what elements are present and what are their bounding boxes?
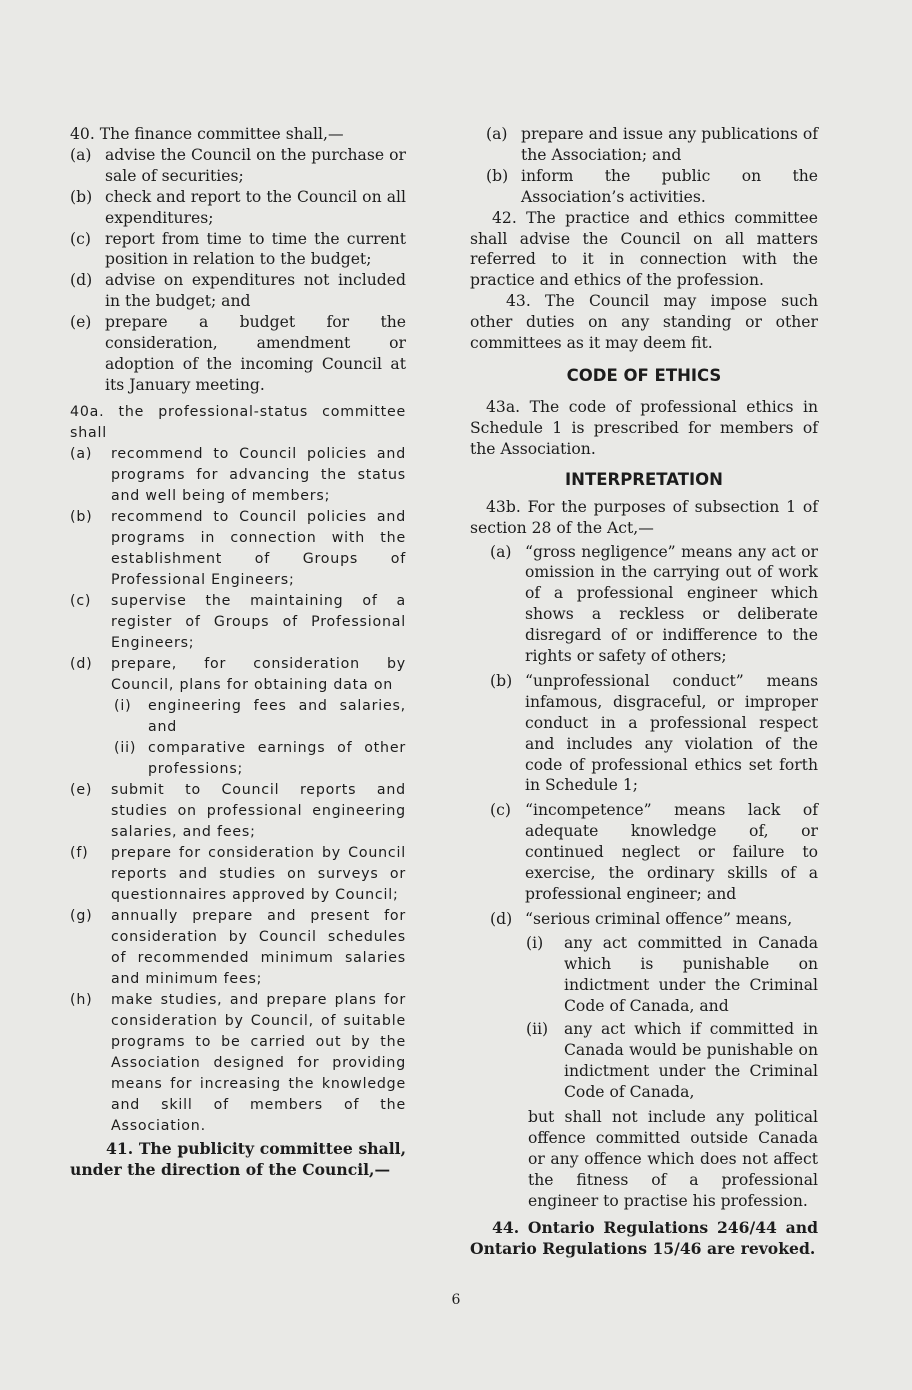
section-43b-item-d-ii <box>470 1019 818 1103</box>
item-text: submit to Council reports and studies on professional engineering salaries, and fees; <box>111 781 406 840</box>
item-label: (c) <box>70 229 91 248</box>
section-40-intro: 40. The finance committee shall,— <box>70 125 344 143</box>
section-41-intro: 41. The publicity committee shall, under the direction of the Council,— <box>70 1138 406 1179</box>
item-text: inform the public on the Association’s activities. <box>521 166 818 206</box>
item-label: (e) <box>70 313 92 332</box>
item-label: (ii) <box>526 1020 549 1039</box>
item-label: (i) <box>114 697 132 714</box>
section-40-item-a <box>70 145 406 187</box>
section-40a-item-c <box>70 591 406 654</box>
section-40-item-d <box>70 270 406 312</box>
section-43b-item-b <box>470 671 818 796</box>
item-label: (g) <box>70 907 93 924</box>
item-label: (i) <box>526 933 544 952</box>
item-label: (f) <box>70 844 89 861</box>
item-text: check and report to the Council on all expenditures; <box>105 187 406 227</box>
item-label: (b) <box>70 508 93 525</box>
left-column <box>70 124 406 1181</box>
item-label: (a) <box>486 125 508 143</box>
item-label: (h) <box>70 991 93 1008</box>
section-40a-item-f <box>70 843 406 906</box>
heading-code-of-ethics: CODE OF ETHICS <box>566 365 722 385</box>
section-40-item-e <box>70 312 406 396</box>
item-text: prepare for consideration by Council reports and studies on surveys or questionnaires approved by Council; <box>111 844 406 903</box>
section-43a: 43a. The code of professional ethics in Schedule 1 is prescribed for members of the Association. <box>470 397 818 458</box>
section-43b-item-d-i <box>470 933 818 1017</box>
section-41-item-a <box>470 124 818 166</box>
section-40a-item-d-ii <box>70 738 406 780</box>
section-43b-intro: 43b. For the purposes of subsection 1 of section 28 of the Act,— <box>470 497 818 537</box>
section-41-item-b <box>470 166 818 208</box>
item-label: (b) <box>490 671 513 690</box>
item-text: make studies, and prepare plans for consideration by Council, of suitable programs to be carried out by the Association designed for providing means for increasing the knowledge and skill of members of the Association. <box>111 991 406 1134</box>
item-label: (e) <box>70 781 93 798</box>
item-label: (b) <box>70 187 93 206</box>
item-label: (c) <box>70 592 92 609</box>
section-43b-item-d <box>470 909 818 930</box>
item-label: (c) <box>490 801 511 820</box>
section-43b-item-c <box>470 800 818 905</box>
item-label: (a) <box>70 145 92 164</box>
item-label: (a) <box>490 542 512 561</box>
item-label: (ii) <box>114 739 137 756</box>
item-text: recommend to Council policies and programs in connection with the establishment of Groups of Professional Engineers; <box>111 508 406 588</box>
item-text: any act which if committed in Canada would be punishable on indictment under the Criminal Code of Canada, <box>564 1020 818 1102</box>
item-text: advise on expenditures not included in the budget; and <box>105 271 406 311</box>
section-40a-item-d-i <box>70 696 406 738</box>
item-text: “serious criminal offence” means, <box>525 909 793 928</box>
section-43: 43. The Council may impose such other duties on any standing or other committees as it may deem fit. <box>470 292 818 353</box>
item-label: (d) <box>490 909 513 928</box>
item-label: (d) <box>70 271 93 290</box>
item-label: (a) <box>70 445 93 462</box>
item-text: any act committed in Canada which is punishable on indictment under the Criminal Code of Canada, and <box>564 933 818 1015</box>
item-text: report from time to time the current position in relation to the budget; <box>105 229 406 269</box>
item-text: recommend to Council policies and programs for advancing the status and well being of members; <box>111 445 406 504</box>
section-40a-item-g <box>70 906 406 990</box>
section-44: 44. Ontario Regulations 246/44 and Ontario Regulations 15/46 are revoked. <box>470 1217 818 1258</box>
item-text: prepare a budget for the consideration, amendment or adoption of the incoming Council at its January meeting. <box>105 313 406 394</box>
item-text: engineering fees and salaries, and <box>148 697 406 735</box>
item-text: prepare, for consideration by Council, plans for obtaining data on <box>111 655 406 693</box>
item-text: “incompetence” means lack of adequate knowledge of, or continued neglect or failure to exercise, the ordinary skills of a professional engineer; and <box>525 801 818 903</box>
section-43b-item-d-tail: but shall not include any political offence committed outside Canada or any offence which does not affect the fitness of a professional engineer to practise his profession. <box>528 1108 818 1210</box>
item-text: comparative earnings of other professions; <box>148 739 406 777</box>
item-label: (b) <box>486 166 509 185</box>
section-40a-intro: 40a. the professional-status committee shall <box>70 403 406 441</box>
item-label: (d) <box>70 655 93 672</box>
section-40a-item-e <box>70 780 406 843</box>
item-text: annually prepare and present for consideration by Council schedules of recommended minimum salaries and minimum fees; <box>111 907 406 987</box>
section-40-item-b <box>70 187 406 229</box>
right-column <box>470 124 818 1259</box>
section-40a-item-a <box>70 444 406 507</box>
section-40a-item-d <box>70 654 406 696</box>
item-text: supervise the maintaining of a register of Groups of Professional Engineers; <box>111 592 406 651</box>
page-number: 6 <box>451 1292 461 1308</box>
section-40a-item-b <box>70 507 406 591</box>
item-text: “unprofessional conduct” means infamous, disgraceful, or improper conduct in a professional respect and includes any violation of the code of professional ethics set forth in Schedule 1; <box>525 671 818 795</box>
section-40-item-c <box>70 229 406 271</box>
section-43b-item-a <box>470 542 818 667</box>
heading-interpretation: INTERPRETATION <box>565 469 723 489</box>
section-42: 42. The practice and ethics committee shall advise the Council on all matters referred to it in connection with the practice and ethics of the profession. <box>470 208 818 290</box>
item-text: advise the Council on the purchase or sale of securities; <box>105 145 406 185</box>
item-text: prepare and issue any publications of the Association; and <box>521 125 819 164</box>
item-text: “gross negligence” means any act or omission in the carrying out of work of a professional engineer which shows a reckless or deliberate disregard of or indifference to the rights or safety of others; <box>525 542 818 666</box>
section-40a-item-h <box>70 990 406 1137</box>
